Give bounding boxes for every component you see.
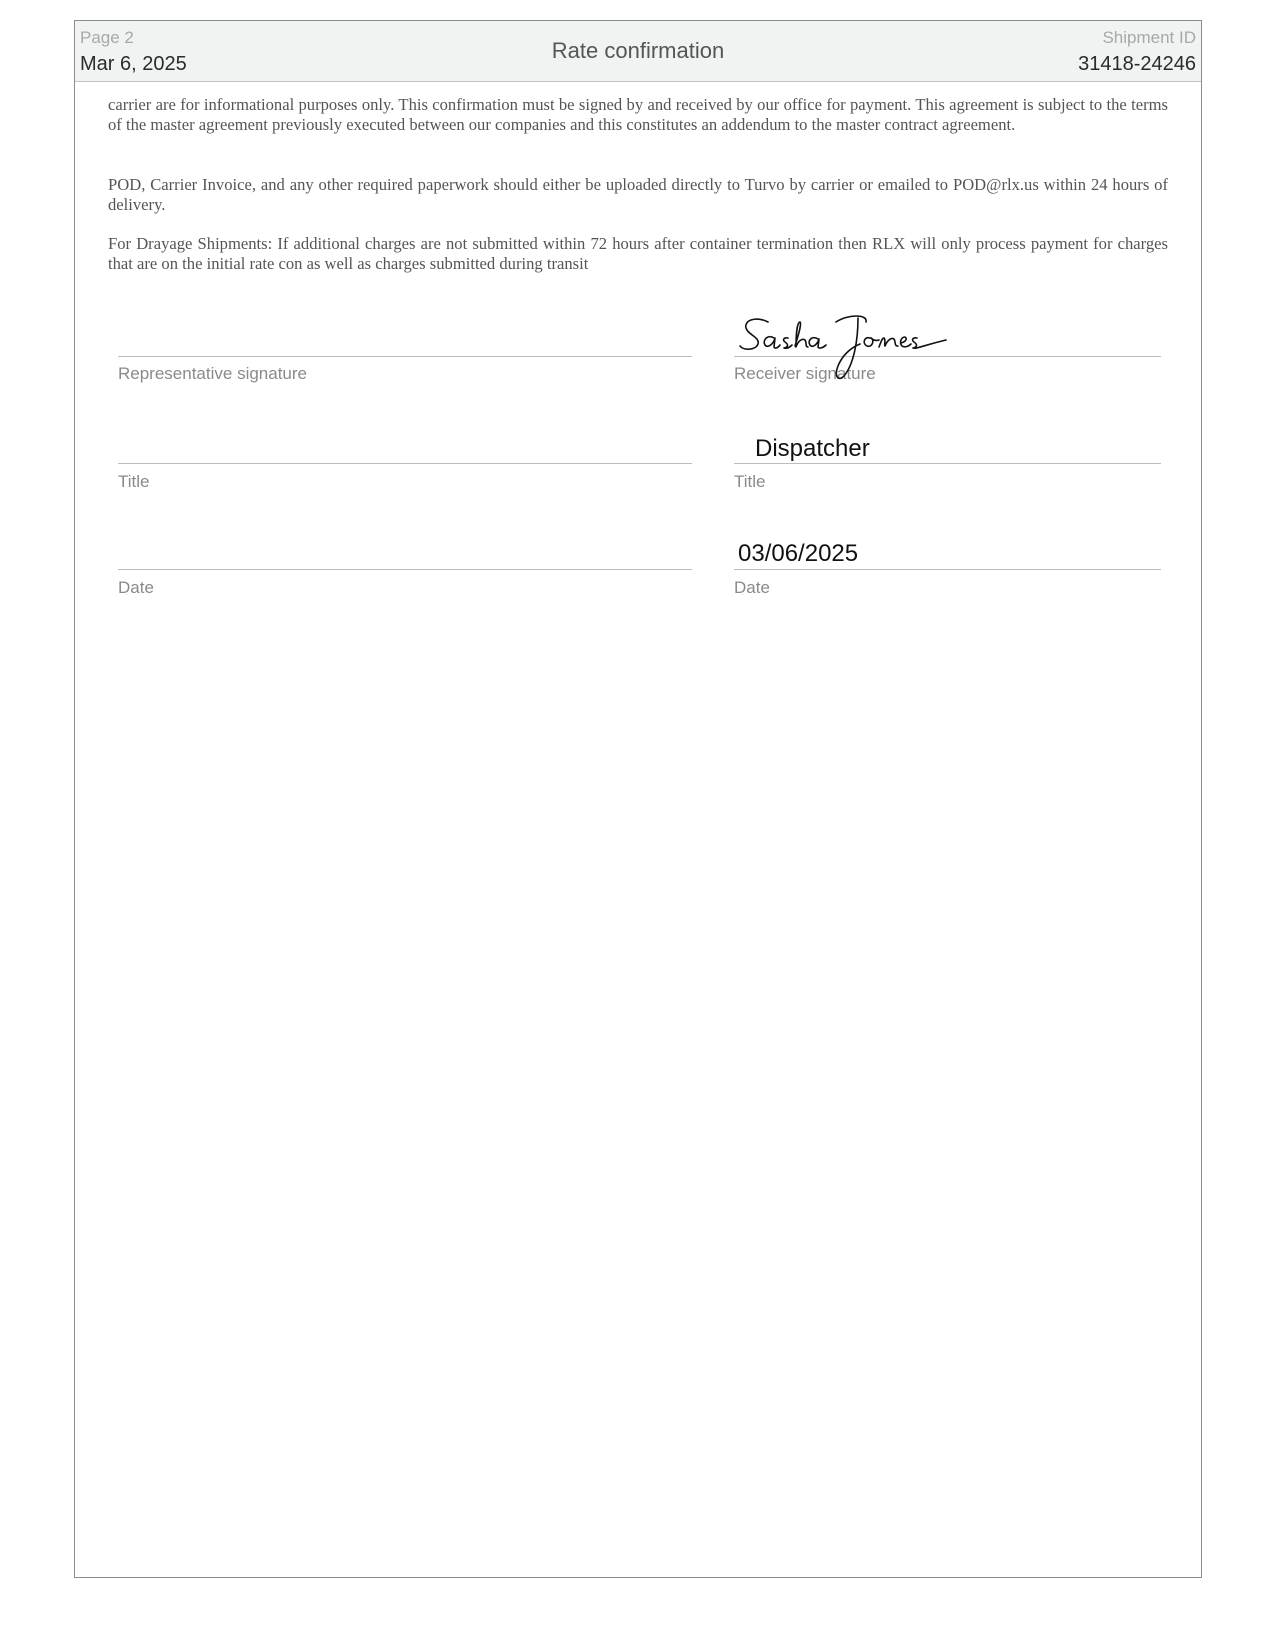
representative-signature-label: Representative signature [118,364,308,383]
receiver-title-value: Dispatcher [755,435,870,462]
representative-date-line[interactable] [118,569,692,570]
terms-paragraph: For Drayage Shipments: If additional charges are not submitted within 72 hours after container termination then RLX will only process payment for charges that are on the initial rate con as well as charges submitted during transit [108,234,1168,273]
shipment-id: 31418-24246 [1078,53,1196,75]
receiver-handwritten-signature [708,310,978,390]
receiver-date-value: 03/06/2025 [738,540,859,567]
terms-paragraph: POD, Carrier Invoice, and any other required paperwork should either be uploaded directly to Turvo by carrier or emailed to POD@rlx.us within 24 hours of delivery. [108,175,1168,214]
terms-paragraph: carrier are for informational purposes only. This confirmation must be signed by and received by our office for payment. This agreement is subject to the terms of the master agreement previously executed between our companies and this constitutes an addendum to the master contract agreement. [108,95,1168,134]
representative-title-line[interactable] [118,463,692,464]
representative-date-label: Date [118,578,154,597]
document-date: Mar 6, 2025 [80,53,187,75]
receiver-title-label: Title [734,472,766,491]
document-frame [74,20,1202,1578]
shipment-id-label: Shipment ID [1102,28,1196,47]
representative-title-label: Title [118,472,150,491]
receiver-date-line[interactable] [734,569,1161,570]
receiver-date-label: Date [734,578,770,597]
document-title: Rate confirmation [551,38,725,63]
receiver-signature-label: Receiver signature [734,364,876,383]
page-header [75,21,1201,82]
page-number: Page 2 [80,28,134,47]
representative-signature-line[interactable] [118,356,692,357]
receiver-title-line[interactable] [734,463,1161,464]
